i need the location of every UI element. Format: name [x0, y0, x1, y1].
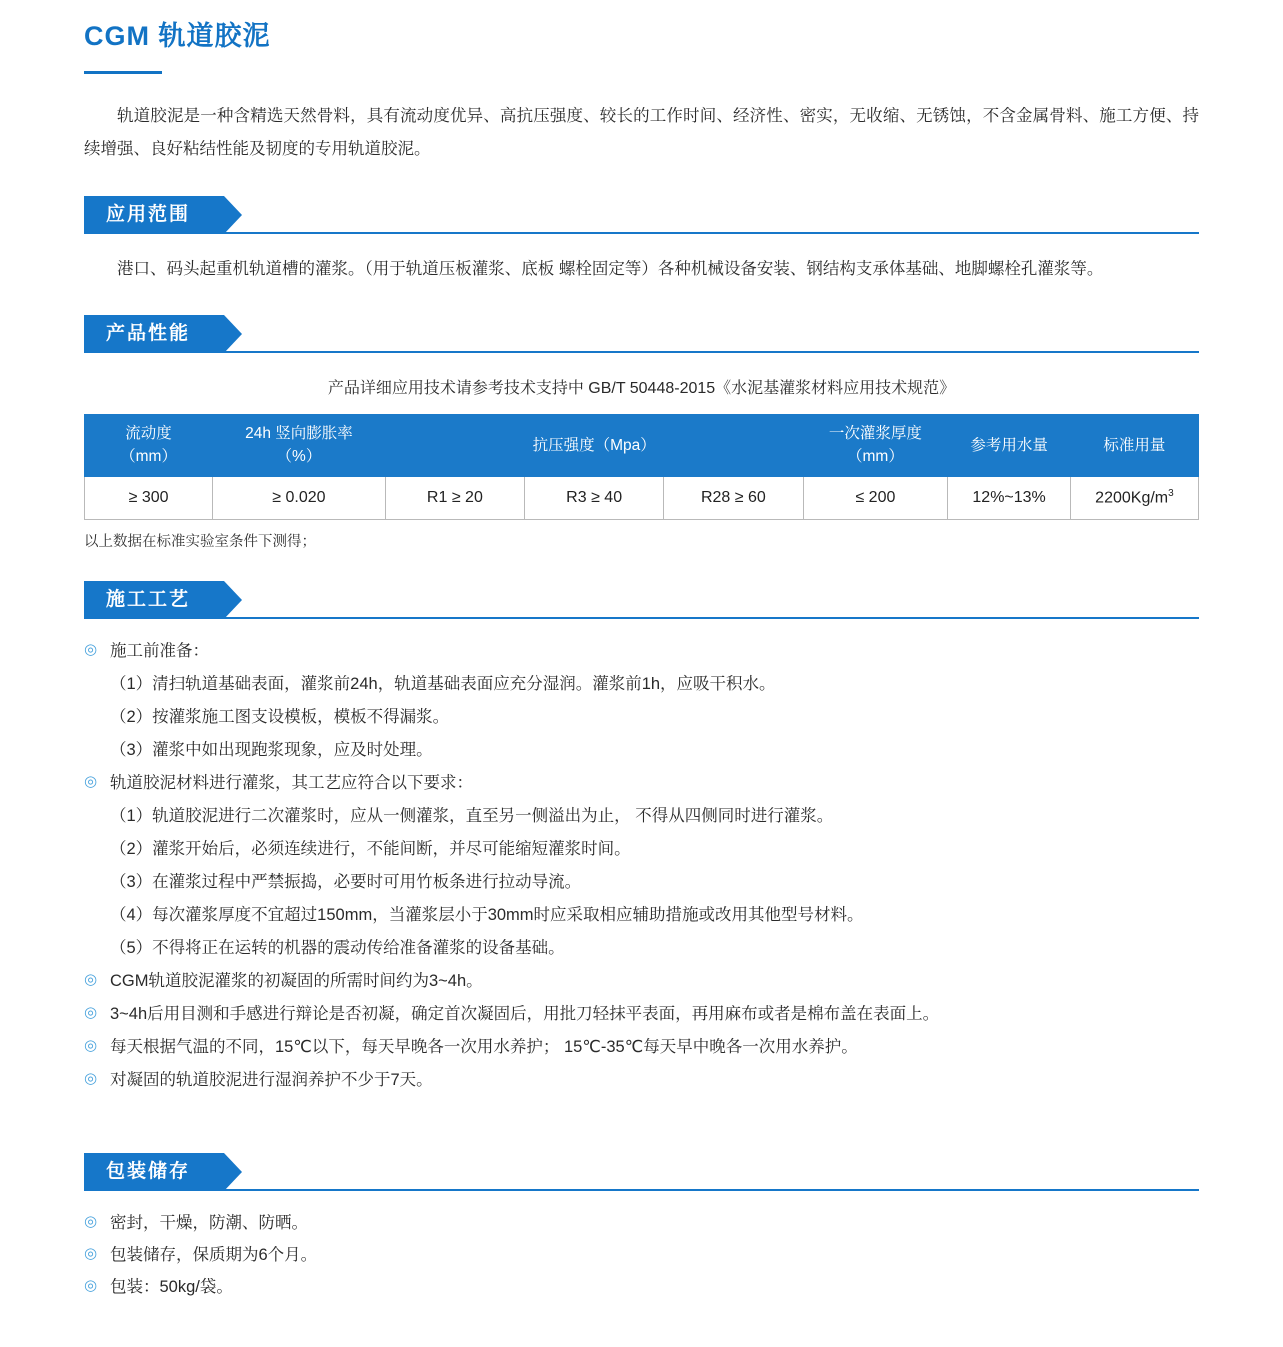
section-title-performance: 产品性能	[84, 315, 224, 353]
table-row	[85, 477, 1199, 519]
td-flow: ≥ 300	[85, 477, 213, 519]
process-list	[84, 635, 1199, 1097]
performance-footnote: 以上数据在标准实验室条件下测得；	[84, 533, 316, 550]
section-title-application: 应用范围	[84, 196, 224, 234]
list-item: ◎ 3~4h后用目测和手感进行辩论是否初凝，确定首次凝固后，用批刀轻抹平表面，再用麻布或者是棉布盖在表面上。	[84, 998, 1199, 1031]
section-divider-process	[84, 617, 1199, 619]
section-process	[0, 581, 1283, 1097]
th-strength: 抗压强度（Mpa）	[385, 415, 803, 477]
performance-note: 产品详细应用技术请参考技术支持中 GB/T 50448-2015《水泥基灌浆材料应用技术规范》	[327, 380, 956, 398]
bottom-spacer	[0, 1303, 1283, 1347]
performance-table	[84, 414, 1199, 519]
list-item: （1）轨道胶泥进行二次灌浆时，应从一侧灌浆，直至另一侧溢出为止， 不得从四侧同时进行灌浆。	[110, 806, 834, 825]
th-expansion-line2: （%）	[276, 447, 322, 465]
section-header-process	[84, 581, 1199, 619]
title-underline	[84, 71, 162, 74]
list-item: ◎ 对凝固的轨道胶泥进行湿润养护不少于7天。	[84, 1064, 1199, 1097]
td-water: 12%~13%	[948, 477, 1071, 519]
section-header-performance	[84, 315, 1199, 353]
th-flow	[85, 415, 213, 477]
list-item: ◎ CGM轨道胶泥灌浆的初凝固的所需时间约为3~4h。	[84, 965, 1199, 998]
th-flow-line2: （mm）	[120, 447, 177, 465]
section-packaging	[0, 1153, 1283, 1304]
td-r28: R28 ≥ 60	[664, 477, 803, 519]
section-performance	[0, 315, 1283, 550]
list-item: ◎ 密封，干燥，防潮、防晒。	[84, 1207, 1199, 1239]
section-header-packaging	[84, 1153, 1199, 1191]
list-item: （3）灌浆中如出现跑浆现象，应及时处理。	[110, 740, 433, 759]
section-application	[0, 196, 1283, 285]
section-divider-performance	[84, 351, 1199, 353]
th-expansion	[213, 415, 386, 477]
packaging-list	[84, 1207, 1199, 1304]
th-dosage: 标准用量	[1070, 415, 1198, 477]
td-thickness: ≤ 200	[803, 477, 948, 519]
list-item: ◎ 轨道胶泥材料进行灌浆，其工艺应符合以下要求：	[84, 767, 1199, 800]
list-item: （3）在灌浆过程中严禁振捣，必要时可用竹板条进行拉动导流。	[110, 872, 582, 891]
th-flow-line1: 流动度	[125, 425, 172, 443]
list-item: （2）按灌浆施工图支设模板，模板不得漏浆。	[110, 707, 450, 726]
td-dosage-value: 2200Kg/m	[1095, 489, 1169, 507]
list-item: ◎ 包装储存，保质期为6个月。	[84, 1239, 1199, 1271]
th-thickness	[803, 415, 948, 477]
list-item: ◎ 每天根据气温的不同，15℃以下，每天早晚各一次用水养护； 15℃-35℃每天早中晚各一次用水养护。	[84, 1031, 1199, 1064]
list-item: （5）不得将正在运转的机器的震动传给准备灌浆的设备基础。	[110, 938, 565, 957]
th-thickness-line1: 一次灌浆厚度	[828, 425, 922, 443]
list-item: （4）每次灌浆厚度不宜超过150mm，当灌浆层小于30mm时应采取相应辅助措施或改用其他型号材料。	[110, 905, 864, 924]
section-header-application	[84, 196, 1199, 234]
section-title-packaging: 包装储存	[84, 1153, 224, 1191]
th-water: 参考用水量	[948, 415, 1071, 477]
th-expansion-line1: 24h 竖向膨胀率	[245, 425, 353, 443]
th-thickness-line2: （mm）	[847, 447, 904, 465]
section-title-process: 施工工艺	[84, 581, 224, 619]
list-item: （1）清扫轨道基础表面，灌浆前24h，轨道基础表面应充分湿润。灌浆前1h，应吸干积水。	[110, 674, 776, 693]
td-r3: R3 ≥ 40	[525, 477, 664, 519]
list-item: （2）灌浆开始后，必须连续进行，不能间断，并尽可能缩短灌浆时间。	[110, 839, 631, 858]
section-divider-application	[84, 232, 1199, 234]
list-item: ◎ 施工前准备：	[84, 635, 1199, 668]
td-dosage-exponent: 3	[1168, 488, 1174, 500]
td-r1: R1 ≥ 20	[385, 477, 524, 519]
section-divider-packaging	[84, 1189, 1199, 1191]
intro-paragraph: 轨道胶泥是一种含精选天然骨料，具有流动度优异、高抗压强度、较长的工作时间、经济性、密实，无收缩、无锈蚀，不含金属骨料、施工方便、持续增强、良好粘结性能及韧度的专用轨道胶泥。	[84, 107, 1199, 158]
document-page	[0, 14, 1283, 1347]
list-item: ◎ 包装：50kg/袋。	[84, 1271, 1199, 1303]
page-title: CGM 轨道胶泥	[84, 21, 271, 51]
application-text: 港口、码头起重机轨道槽的灌浆。（用于轨道压板灌浆、底板 螺栓固定等）各种机械设备安装、钢结构支承体基础、地脚螺栓孔灌浆等。	[117, 260, 1104, 278]
td-expansion: ≥ 0.020	[213, 477, 386, 519]
td-dosage	[1070, 477, 1198, 519]
